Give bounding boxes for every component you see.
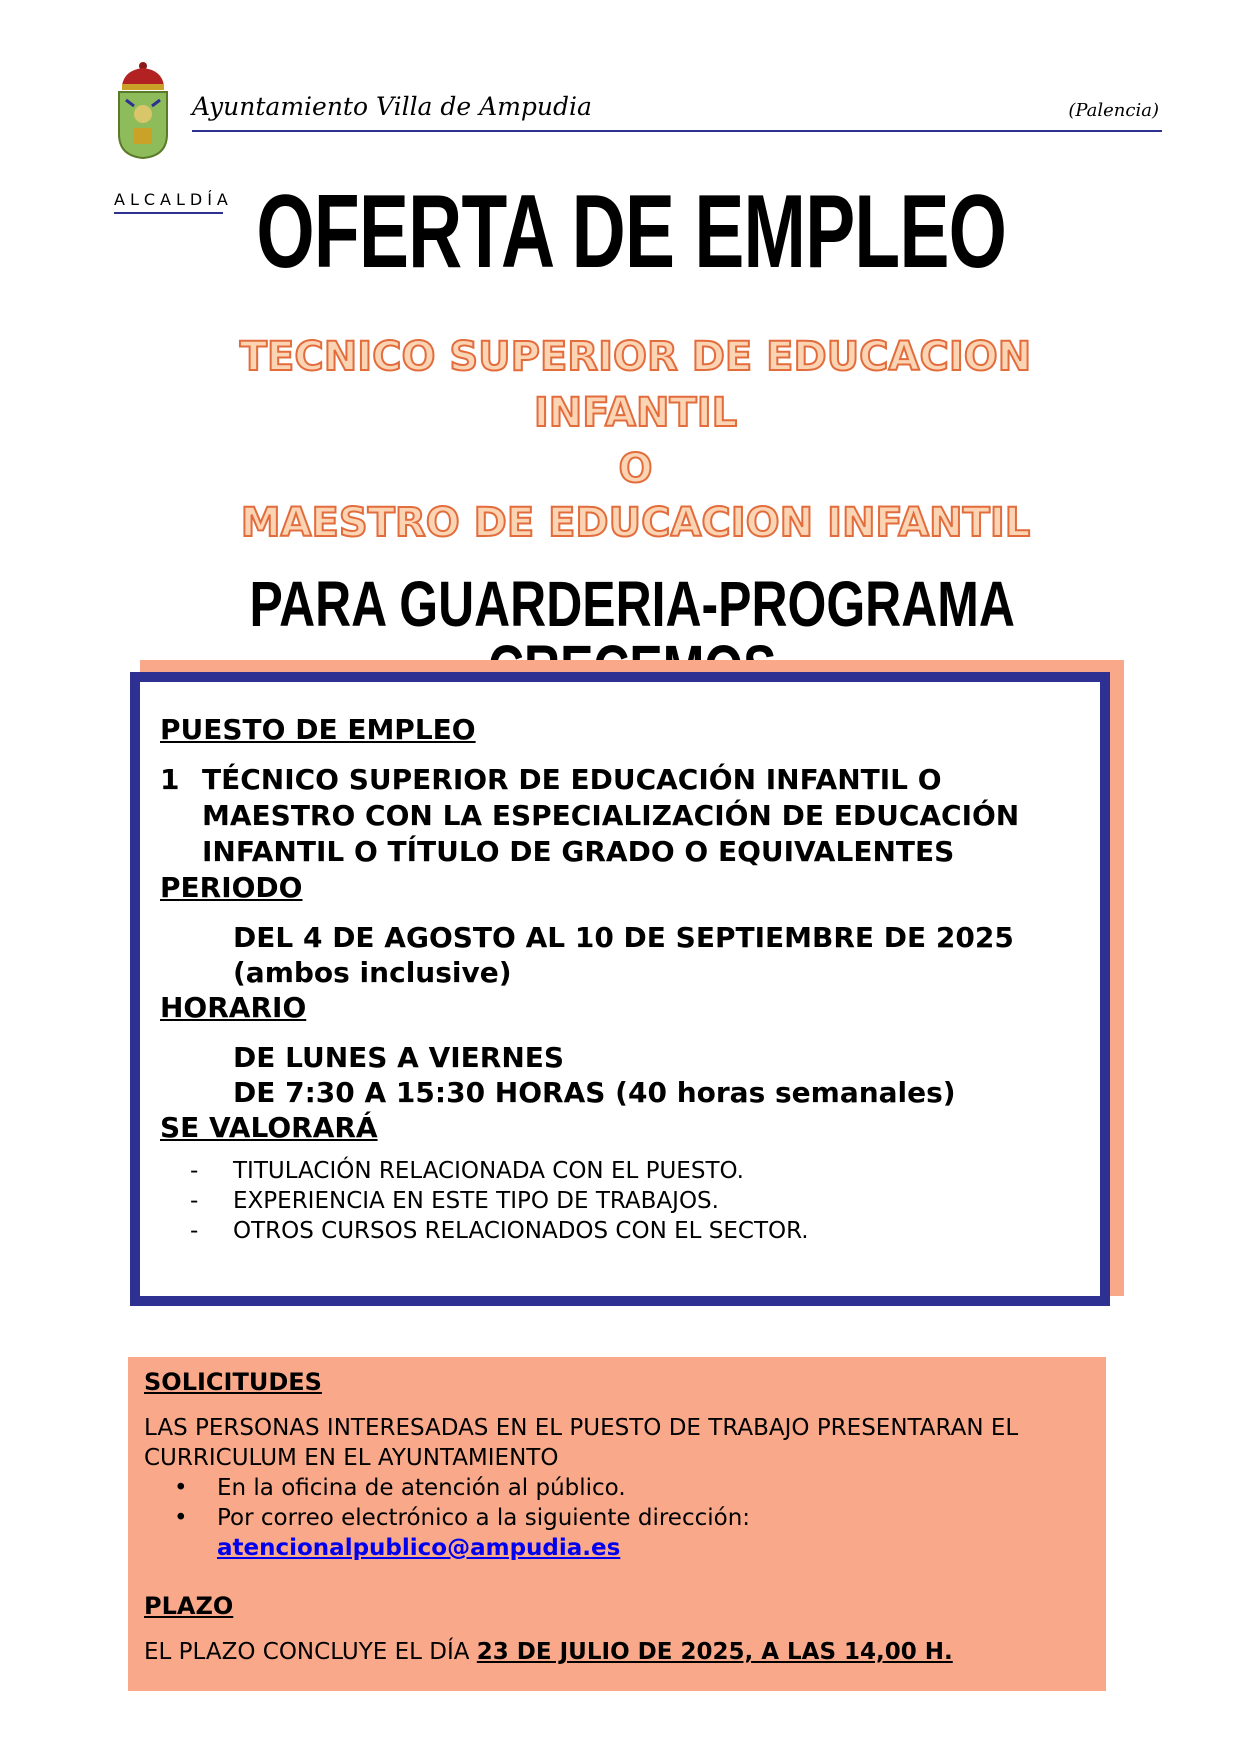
org-name: Ayuntamiento Villa de Ampudia (192, 92, 592, 121)
subtitle-line-2: INFANTIL (533, 390, 738, 436)
subtitle-line-4: MAESTRO DE EDUCACION INFANTIL (240, 500, 1031, 546)
schedule-heading: HORARIO (160, 991, 307, 1024)
criteria-text: TITULACIÓN RELACIONADA CON EL PUESTO. (233, 1158, 744, 1184)
method-text: Por correo electrónico a la siguiente dirección: (217, 1505, 751, 1531)
methods-list (144, 1473, 1090, 1533)
list-item: • Por correo electrónico a la siguiente dirección: (174, 1505, 751, 1531)
period-line-2: (ambos inclusive) (233, 956, 512, 989)
schedule-line-1: DE LUNES A VIERNES (233, 1041, 565, 1074)
header-rule (192, 130, 1162, 132)
list-item: - TITULACIÓN RELACIONADA CON EL PUESTO. (190, 1158, 744, 1184)
applications-intro: LAS PERSONAS INTERESADAS EN EL PUESTO DE TRABAJO PRESENTARAN EL CURRICULUM EN EL AYUNTAMIENTO (144, 1415, 1019, 1471)
period-heading: PERIODO (160, 871, 303, 904)
province: (Palencia) (1068, 100, 1159, 121)
subtitle-line-3: O (618, 446, 653, 492)
deadline-text (144, 1637, 1090, 1667)
applications-heading: SOLICITUDES (144, 1368, 322, 1396)
criteria-text: EXPERIENCIA EN ESTE TIPO DE TRABAJOS. (233, 1188, 719, 1214)
position-heading: PUESTO DE EMPLEO (160, 713, 476, 746)
coat-of-arms-icon (114, 56, 172, 160)
list-item: - OTROS CURSOS RELACIONADOS CON EL SECTOR. (190, 1218, 809, 1244)
details-box (130, 672, 1110, 1306)
position-count: 1 (160, 763, 180, 796)
criteria-text: OTROS CURSOS RELACIONADOS CON EL SECTOR. (233, 1218, 809, 1244)
criteria-list (160, 1156, 1080, 1246)
list-item: - EXPERIENCIA EN ESTE TIPO DE TRABAJOS. (190, 1188, 719, 1214)
page-title: OFERTA DE EMPLEO (256, 174, 1007, 290)
schedule-line-2: DE 7:30 A 15:30 HORAS (40 horas semanales) (233, 1076, 956, 1109)
subtitle-line-1: TECNICO SUPERIOR DE EDUCACION (239, 334, 1032, 380)
period-line-1: DEL 4 DE AGOSTO AL 10 DE SEPTIEMBRE DE 2025 (233, 921, 1014, 954)
deadline-date: 23 DE JULIO DE 2025, A LAS 14,00 H. (476, 1639, 953, 1665)
position-text: TÉCNICO SUPERIOR DE EDUCACIÓN INFANTIL O MAESTRO CON LA ESPECIALIZACIÓN DE EDUCACIÓN INFANTIL O TÍTULO DE GRADO O EQUIVALENTES (202, 763, 1020, 868)
department-label: ALCALDÍA (114, 190, 233, 209)
criteria-heading: SE VALORARÁ (160, 1111, 378, 1144)
deadline-heading: PLAZO (144, 1592, 234, 1620)
program-title: PARA GUARDERIA-PROGRAMA (249, 568, 1015, 640)
position-row (160, 762, 1080, 870)
email-link[interactable]: atencionalpublico@ampudia.es (217, 1535, 621, 1561)
method-text: En la oficina de atención al público. (217, 1475, 626, 1501)
deadline-prefix: EL PLAZO CONCLUYE EL DÍA (144, 1639, 470, 1665)
list-item: • En la oficina de atención al público. (174, 1475, 626, 1501)
applications-box (128, 1357, 1106, 1691)
